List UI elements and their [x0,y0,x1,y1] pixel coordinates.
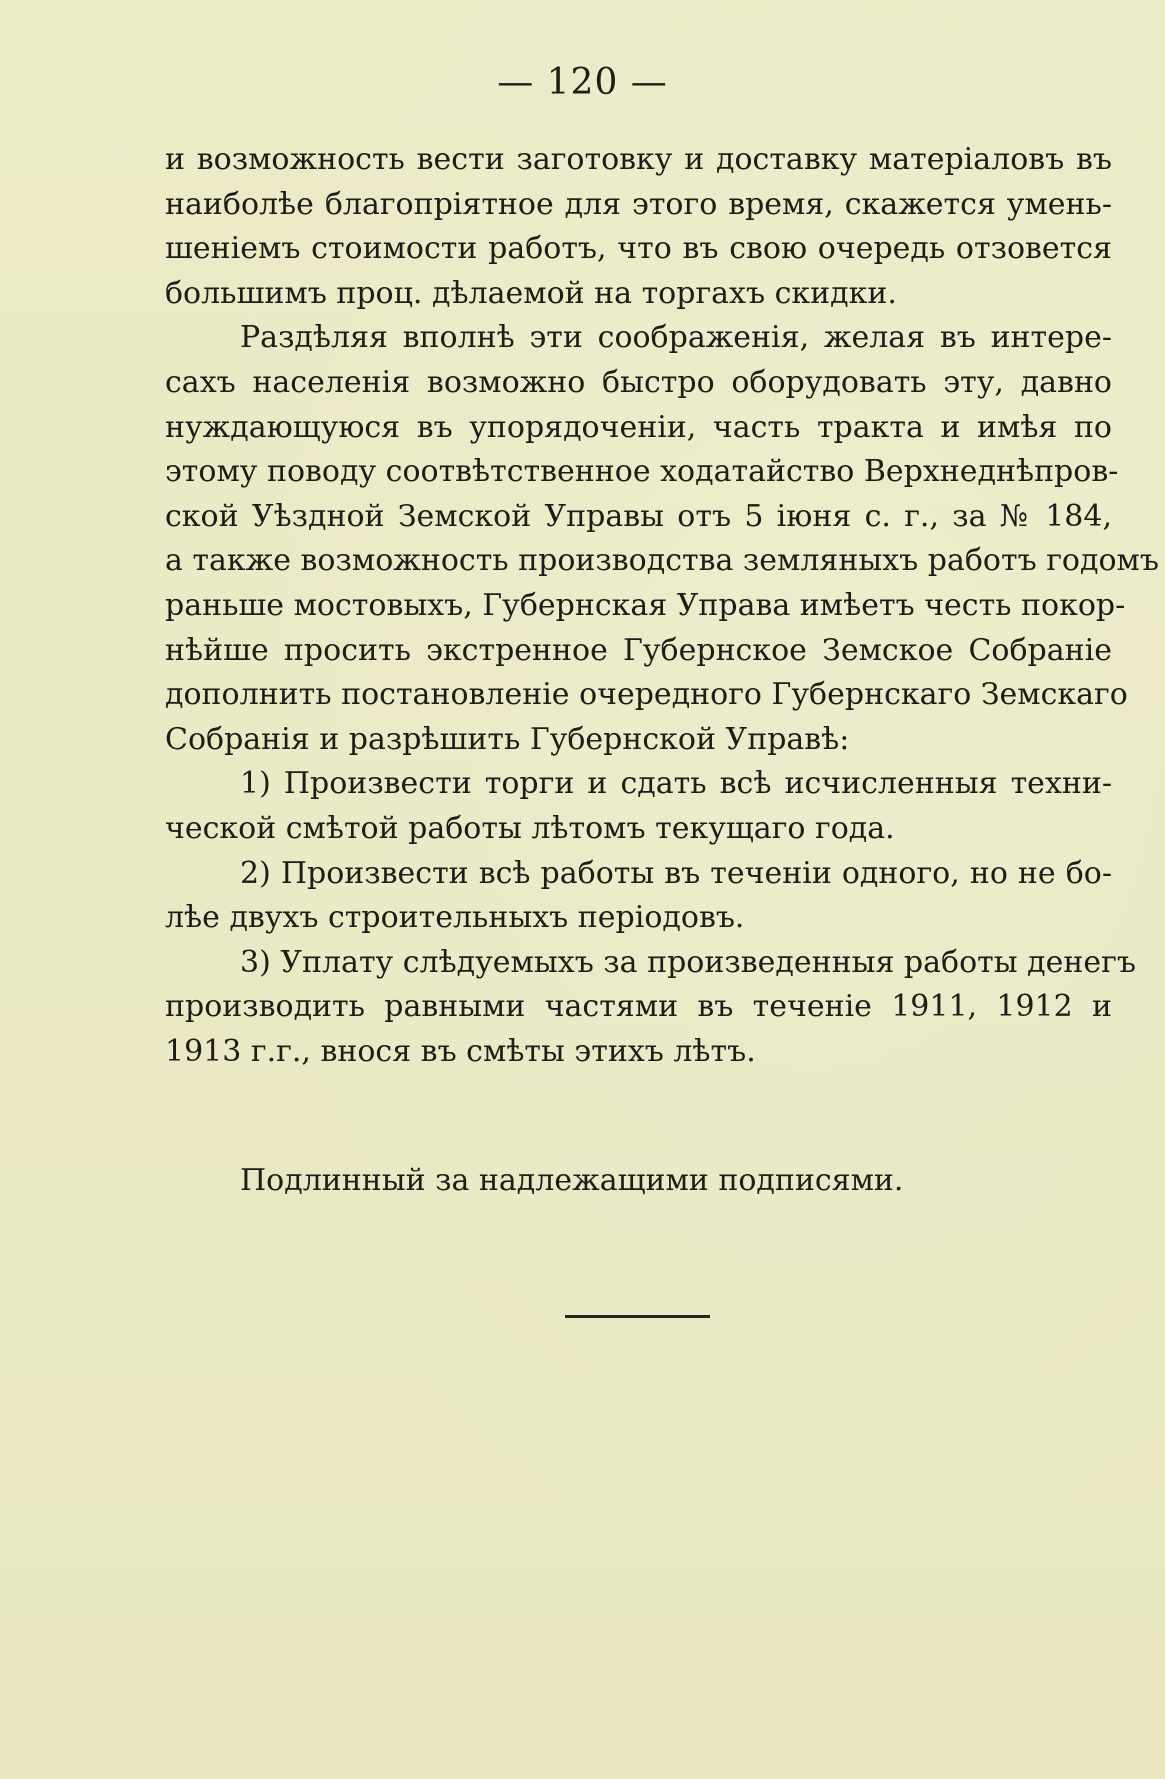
section-divider [565,1315,710,1318]
text-line: нѣйше просить экстренное Губернское Земское Собраніе [165,632,1112,668]
text-line: а также возможность производства земляныхъ работъ годомъ [165,543,1159,579]
text-line: 1913 г.г., внося въ смѣты этихъ лѣтъ. [165,1033,756,1069]
page-number: — 120 — [497,62,668,103]
text-line: ской Уѣздной Земской Управы отъ 5 іюня с. г., за № 184, [165,498,1112,534]
text-line: 1) Произвести торги и сдать всѣ исчисленныя техни- [240,766,1112,802]
text-line: шеніемъ стоимости работъ, что въ свою очередь отзовется [165,231,1112,267]
body-text [165,138,1159,1074]
text-line: лѣе двухъ строительныхъ періодовъ. [165,900,745,936]
text-line: наиболѣе благопріятное для этого время, скажется умень- [165,186,1112,222]
text-line: 2) Произвести всѣ работы въ теченіи одного, но не бо- [240,855,1112,891]
text-line: 3) Уплату слѣдуемыхъ за произведенныя работы денегъ [240,944,1136,980]
text-line: производить равными частями въ теченіе 1911, 1912 и [165,989,1112,1025]
text-line: нуждающуюся въ упорядоченіи, часть тракта и имѣя по [165,409,1112,445]
text-line: и возможность вести заготовку и доставку матеріаловъ въ [165,142,1112,177]
text-line: сахъ населенія возможно быстро оборудовать эту, давно [165,364,1112,400]
text-line: раньше мостовыхъ, Губернская Управа имѣетъ честь покор- [165,587,1126,623]
text-line: этому поводу соотвѣтственное ходатайство Верхнеднѣпров- [165,454,1119,490]
text-line: Раздѣляя вполнѣ эти соображенія, желая въ интере- [240,320,1112,356]
text-line: большимъ проц. дѣлаемой на торгахъ скидки. [165,275,897,311]
text-line: Собранія и разрѣшить Губернской Управѣ: [165,721,850,757]
signature-note: Подлинный за надлежащими подписями. [240,1163,904,1198]
text-line: ческой смѣтой работы лѣтомъ текущаго года. [165,810,895,846]
text-line: дополнить постановленіе очередного Губернскаго Земскаго [165,677,1128,713]
